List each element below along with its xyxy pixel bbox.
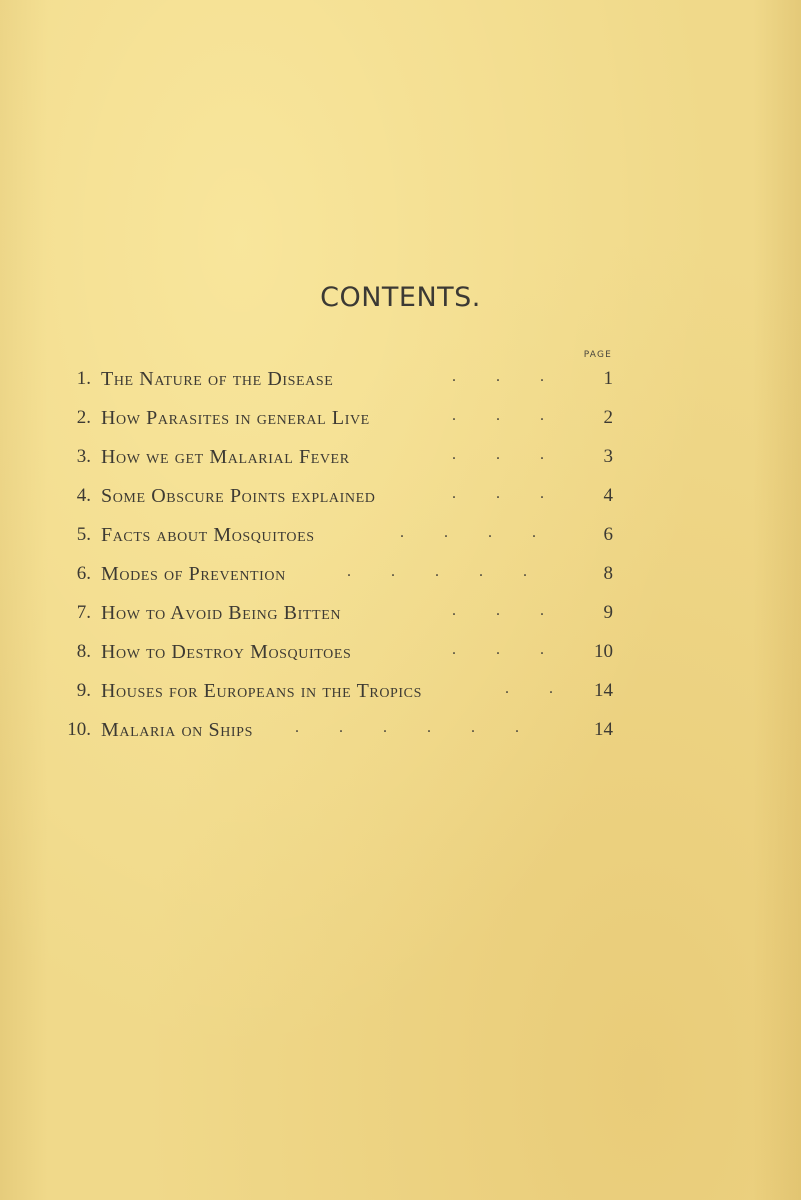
toc-entry-5: [0, 524, 801, 558]
entry-title: Modes of Prevention: [101, 563, 286, 585]
leader-dots: . . .: [452, 407, 544, 424]
entry-page: 8: [603, 563, 613, 584]
entry-number: 7.: [76, 602, 91, 623]
entry-title: Facts about Mosquitoes: [101, 524, 315, 546]
entry-page: 10: [594, 641, 613, 662]
leader-dots: . .: [505, 680, 553, 697]
entry-number: 8.: [76, 641, 91, 662]
toc-entry-9: [0, 680, 801, 714]
entry-page: 14: [594, 719, 613, 740]
page-column-label: PAGE: [583, 350, 612, 360]
entry-title: The Nature of the Disease: [101, 368, 334, 390]
entry-page: 14: [594, 680, 613, 701]
leader-dots: . . . .: [400, 524, 536, 541]
toc-entry-8: [0, 641, 801, 675]
toc-entry-7: [0, 602, 801, 636]
entry-number: 1.: [76, 368, 91, 389]
entry-page: 3: [603, 446, 613, 467]
entry-title: How to Avoid Being Bitten: [101, 602, 342, 624]
leader-dots: . . .: [452, 485, 544, 502]
toc-entry-10: [0, 719, 801, 753]
entry-title: Houses for Europeans in the Tropics: [101, 680, 423, 702]
entry-page: 9: [603, 602, 613, 623]
entry-title: How Parasites in general Live: [101, 407, 370, 429]
leader-dots: . . . . .: [347, 563, 527, 580]
entry-number: 4.: [76, 485, 91, 506]
entry-page: 2: [603, 407, 613, 428]
entry-title: How we get Malarial Fever: [101, 446, 350, 468]
toc-entry-3: [0, 446, 801, 480]
leader-dots: . . .: [452, 446, 544, 463]
leader-dots: . . .: [452, 641, 544, 658]
page-title: CONTENTS.: [320, 282, 481, 313]
toc-entry-4: [0, 485, 801, 519]
entry-page: 1: [603, 368, 613, 389]
entry-title: Some Obscure Points explained: [101, 485, 376, 507]
entry-number: 3.: [76, 446, 91, 467]
entry-title: How to Destroy Mosquitoes: [101, 641, 352, 663]
entry-title: Malaria on Ships: [101, 719, 253, 741]
leader-dots: . . .: [452, 368, 544, 385]
leader-dots: . . .: [452, 602, 544, 619]
entry-number: 10.: [67, 719, 91, 740]
toc-entry-1: [0, 368, 801, 402]
entry-number: 9.: [76, 680, 91, 701]
toc-entry-6: [0, 563, 801, 597]
entry-number: 2.: [76, 407, 91, 428]
toc-entry-2: [0, 407, 801, 441]
entry-number: 5.: [76, 524, 91, 545]
entry-number: 6.: [76, 563, 91, 584]
entry-page: 6: [603, 524, 613, 545]
leader-dots: . . . . . .: [295, 719, 519, 736]
entry-page: 4: [603, 485, 613, 506]
